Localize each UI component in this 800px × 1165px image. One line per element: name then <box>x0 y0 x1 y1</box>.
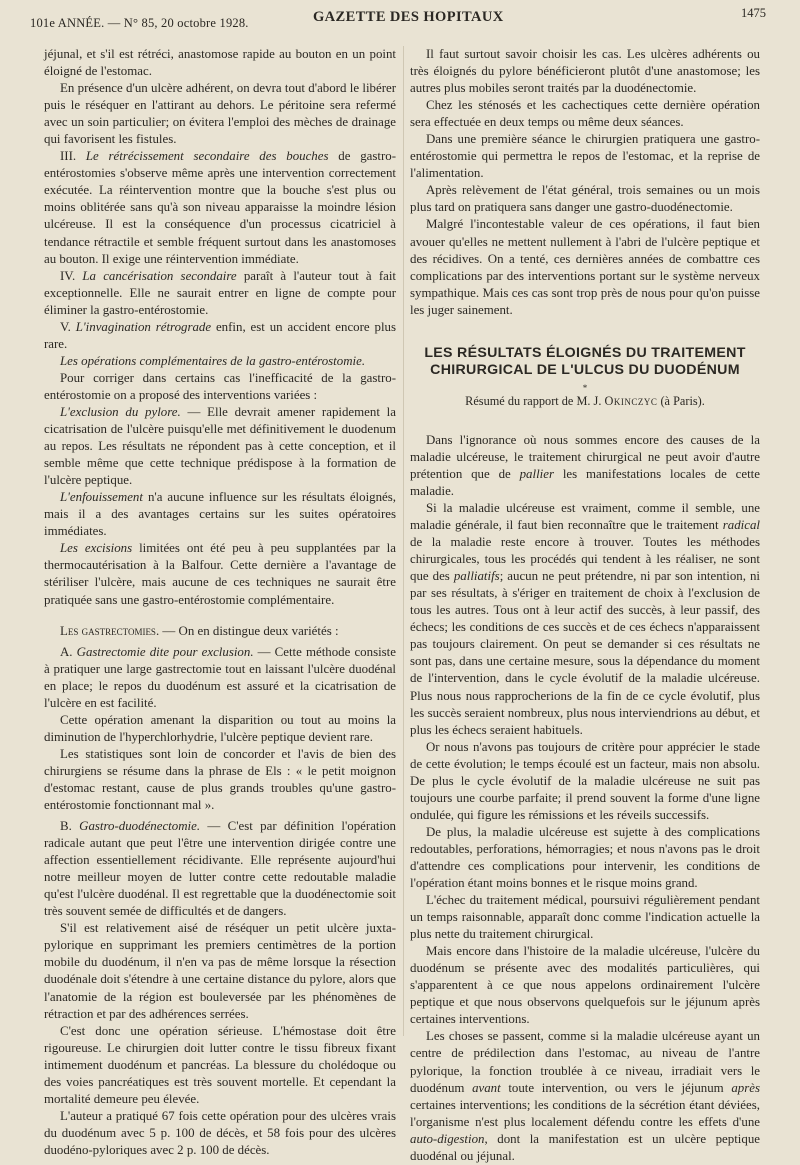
paragraph: A. Gastrectomie dite pour exclusion. — Cette méthode consiste à pratiquer une large gastrectomie tout en laissant l'ulcère duodénal en place; le repos du duodénum est assuré et la cicatrisation de l'ulcère en est facilité. <box>44 644 396 710</box>
paragraph: jéjunal, et s'il est rétréci, anastomose rapide au bouton en un point éloigné de l'estomac. <box>44 47 396 79</box>
article-byline: Résumé du rapport de M. J. Okinczyc (à Paris). <box>465 393 705 408</box>
paragraph: L'exclusion du pylore. — Elle devrait amener rapidement la cicatrisation de l'ulcère puisqu'elle met définitivement le duodenum au repos. Les résultats ne répondent pas à cette conception, et il semble même que cette technique prédispose à la formation de l'ulcère peptique. <box>44 404 396 488</box>
left-column <box>44 46 396 1159</box>
paragraph: III. Le rétrécissement secondaire des bouches de gastro-entérostomies s'observe même après une intervention correctement exécutée. La réintervention montre que la bouche s'est plus ou moins oblitérée sans qu'à son niveau apparaisse la moindre lésion ulcéreuse. Il est la conséquence d'un processus cicatriciel à tendance rétractile et semble fréquent surtout dans les anastomoses au bouton. Il exige une réintervention immédiate. <box>44 149 396 266</box>
column-divider <box>403 46 404 1036</box>
paragraph: C'est donc une opération sérieuse. L'hémostase doit être rigoureuse. Le chirurgien doit lutter contre le tissu fibreux fixant intimement duodénum et pancréas. La blessure du cholédoque ou des voies pancréatiques est très souvent mortelle. Et cependant la mortalité demeure peu élevée. <box>44 1023 396 1106</box>
paragraph: Malgré l'incontestable valeur de ces opérations, il faut bien avouer qu'elles ne mettent nullement à l'abri de l'ulcère peptique et des récidives. On a tenté, ces dernières années de combattre ces complications par des interventions portant sur le système nerveux sympathique. Mais ces cas sont trop près de nous pour qu'on puisse les juger sainement. <box>410 217 760 317</box>
paragraph: Si la maladie ulcéreuse est vraiment, comme il semble, une maladie générale, il faut bien reconnaître que le traitement radical de la maladie reste encore à trouver. Toutes les méthodes chirurgicales, tous les procédés qui tendent à les réaliser, ne sont que des palliatifs; aucun ne peut prétendre, ni par son intention, ni par ses résultats, à s'ériger en traitement de choix à l'exclusion de tous les autres. Tous ont à leur actif des succès, à leur passif, des échecs; les conditions de ces succès et de ces échecs n'apparaissent pas toujours clairement. On peut se demander si ces résultats ne sont pas, dans une certaine mesure, sous la dépendance du moment de l'intervention, dans le cycle évolutif de la maladie ulcéreuse. Plus nous nous rapprocherions de la fin de ce cycle évolutif, plus les succès seraient nombreux, plus nous interviendrions au début, et plus les échecs seraient habituels. <box>410 500 760 737</box>
journal-title: GAZETTE DES HOPITAUX <box>313 9 504 25</box>
section-heading: Les gastrectomies. — On en distingue deux variétés : <box>60 623 339 638</box>
ornament-star: * <box>582 382 588 393</box>
paragraph: Cette opération amenant la disparition ou tout au moins la diminution de l'hyperchlorhydrie, l'ulcère peptique devient rare. <box>44 712 396 744</box>
subheading: Les opérations complémentaires de la gastro-entérostomie. <box>60 353 366 368</box>
paragraph: V. L'invagination rétrograde enfin, est un accident encore plus rare. <box>44 319 396 351</box>
paragraph: En présence d'un ulcère adhérent, on devra tout d'abord le libérer puis le réséquer en l'attirant au dehors. Le péritoine sera refermé avec un soin particulier; on évitera l'emploi des mèches de drainage qui favorisent les fistules. <box>44 81 396 147</box>
paragraph: S'il est relativement aisé de réséquer un petit ulcère juxta-pylorique en supprimant les premiers centimètres de la portion mobile du duodénum, il n'en va pas de même lorsque la résection duodénale doit s'étendre à une certaine distance du pylore, alors que l'anatomie de la région est bouleversée par les phénomènes de rétraction et par des adhérences serrées. <box>44 921 396 1021</box>
paragraph: Dans une première séance le chirurgien pratiquera une gastro-entérostomie qui permettra le repos de l'estomac, et la reprise de l'alimentation. <box>410 132 760 181</box>
paragraph: Après relèvement de l'état général, trois semaines ou un mois plus tard on pratiquera sans danger une gastro-duodénectomie. <box>410 183 760 215</box>
paragraph: Il faut surtout savoir choisir les cas. Les ulcères adhérents ou très éloignés du pylore bénéficieront plutôt d'une anastomose; les autres plus mobiles seront traités par la duodénectomie. <box>410 47 760 96</box>
paragraph: Mais encore dans l'histoire de la maladie ulcéreuse, l'ulcère du duodénum se présente avec des modalités particulières, qui s'apparentent à ce que nous appelons ordinairement l'ulcère peptique et que nous observons quelquefois sur le jéjunum après certaines interventions. <box>410 944 760 1027</box>
paragraph: IV. La cancérisation secondaire paraît à l'auteur tout à fait exceptionnelle. Elle ne saurait entrer en ligne de compte pour éliminer la gastro-entérostomie. <box>44 268 396 317</box>
paragraph: L'échec du traitement médical, poursuivi régulièrement pendant un temps raisonnable, apparaît donc comme l'indication actuelle la plus nette du traitement chirurgical. <box>410 893 760 942</box>
paragraph: Les statistiques sont loin de concorder et l'avis de bien des chirurgiens se résume dans la phrase de Els : « le petit moignon d'estomac restant, cause de plus grands troubles qu'une gastro-entérostomie fonctionnant mal ». <box>44 746 396 813</box>
right-column <box>410 46 760 1165</box>
paragraph: B. Gastro-duodénectomie. — C'est par définition l'opération radicale autant que peut l'être une intervention dirigée contre une affection essentiellement récidivante. Elle représente aujourd'hui notre meilleur moyen de lutter contre cette redoutable maladie qu'est l'ulcère duodénal. Il est regrettable que la duodénectomie soit très souvent semée de difficultés et de dangers. <box>44 819 396 919</box>
paragraph: L'auteur a pratiqué 67 fois cette opération pour des ulcères vrais du duodénum avec 5 p. 100 de décès, et 58 fois pour des ulcères duodéno-pyloriques avec 2 p. 100 de décès. <box>44 1108 396 1157</box>
article-title: LES RÉSULTATS ÉLOIGNÉS DU TRAITEMENT CHIRURGICAL DE L'ULCUS DU DUODÉNUM <box>424 344 746 378</box>
paragraph: Chez les sténosés et les cachectiques cette dernière opération sera effectuée en deux temps ou même deux séances. <box>410 98 760 130</box>
running-header <box>28 6 768 34</box>
page-number: 1475 <box>741 6 766 20</box>
paragraph: L'enfouissement n'a aucune influence sur les résultats éloignés, mais il a des avantages certains sur les suites opératoires immédiates. <box>44 490 396 539</box>
paragraph: Les choses se passent, comme si la maladie ulcéreuse ayant un centre de prédilection dans l'estomac, au niveau de l'antre pylorique, la fonction troublée à ce niveau, irradiait vers le duodénum avant toute intervention, ou vers le jéjunum après certaines interventions; les conditions de la sécrétion étant déviées, l'organisme n'est plus localement défendu contre les effets d'une auto-digestion, dont la manifestation est un ulcère peptique duodénal ou jéjunal. <box>410 1029 760 1163</box>
paragraph: De plus, la maladie ulcéreuse est sujette à des complications redoutables, perforations, hémorragies; et nous n'avons pas le droit d'attendre ces complications pour intervenir, les conditions de l'opération étant moins bonnes et le risque moins grand. <box>410 824 760 891</box>
paragraph: Dans l'ignorance où nous sommes encore des causes de la maladie ulcéreuse, le traitement chirurgical ne peut avoir d'autre prétention que de pallier les manifestations locales de cette maladie. <box>410 432 760 498</box>
paragraph: Les excisions limitées ont été peu à peu supplantées par la thermocautérisation à la Balfour. Cette dernière a l'avantage de stériliser l'ulcère, mais aucune de ces techniques ne saurait être pratiquée sans une gastro-entérostomie complémentaire. <box>44 541 396 607</box>
issue-line: 101e ANNÉE. — N° 85, 20 octobre 1928. <box>30 16 249 30</box>
paragraph: Pour corriger dans certains cas l'inefficacité de la gastro-entérostomie on a proposé des interventions variées : <box>44 370 396 402</box>
paragraph: Or nous n'avons pas toujours de critère pour apprécier le stade de cette évolution; le temps écoulé est un facteur, mais non absolu. De plus le cycle évolutif de la maladie ulcéreuse ne suit pas toujours une courbe parfaite; il prend souvent la forme d'une ligne ondulée, qui figure les rémissions et les réveils successifs. <box>410 739 760 822</box>
